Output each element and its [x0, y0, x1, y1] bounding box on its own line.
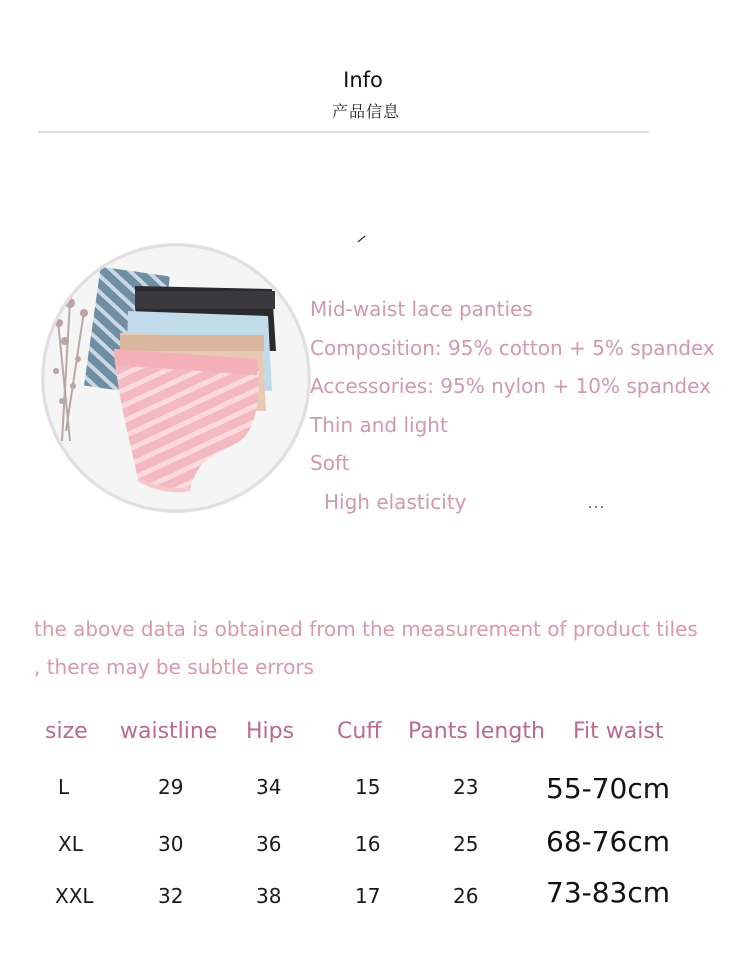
table-cell-fit-waist: 55-70cm: [546, 772, 671, 805]
table-cell-waistline: 30: [158, 832, 184, 856]
table-header-hips: Hips: [246, 719, 295, 744]
product-photo: [40, 241, 312, 515]
table-cell-pants-length: 25: [453, 832, 479, 856]
table-cell-waistline: 29: [158, 775, 184, 799]
measurement-note-line2: , there may be subtle errors: [34, 655, 314, 679]
feature-style: Mid-waist lace panties: [310, 297, 533, 321]
table-cell-hips: 36: [256, 832, 282, 856]
table-cell-size: XL: [58, 832, 83, 856]
table-cell-cuff: 17: [355, 884, 381, 908]
table-cell-size: L: [58, 775, 70, 799]
table-header-cuff: Cuff: [337, 719, 382, 744]
table-cell-pants-length: 23: [453, 775, 479, 799]
table-cell-hips: 38: [256, 884, 282, 908]
table-header-waistline: waistline: [120, 719, 218, 744]
header-divider: [38, 131, 649, 133]
table-cell-hips: 34: [256, 775, 282, 799]
stray-dots-icon: [586, 503, 606, 511]
table-cell-cuff: 16: [355, 832, 381, 856]
stray-mark-icon: [357, 234, 367, 244]
table-cell-fit-waist: 73-83cm: [546, 876, 671, 909]
table-cell-size: XXL: [55, 884, 94, 908]
measurement-note-line1: the above data is obtained from the measurement of product tiles: [34, 617, 698, 641]
table-cell-pants-length: 26: [453, 884, 479, 908]
table-header-pants-length: Pants length: [408, 719, 545, 744]
feature-elasticity: High elasticity: [324, 490, 467, 514]
feature-composition: Composition: 95% cotton + 5% spandex: [310, 336, 715, 360]
feature-thin-light: Thin and light: [310, 413, 448, 437]
table-cell-waistline: 32: [158, 884, 184, 908]
table-header-size: size: [45, 719, 88, 744]
page-title: Info: [343, 68, 383, 92]
table-cell-cuff: 15: [355, 775, 381, 799]
table-header-fit-waist: Fit waist: [573, 719, 664, 744]
feature-accessories: Accessories: 95% nylon + 10% spandex: [310, 374, 711, 398]
page-subtitle: 产品信息: [331, 102, 400, 121]
feature-soft: Soft: [310, 451, 350, 475]
table-cell-fit-waist: 68-76cm: [546, 825, 671, 858]
